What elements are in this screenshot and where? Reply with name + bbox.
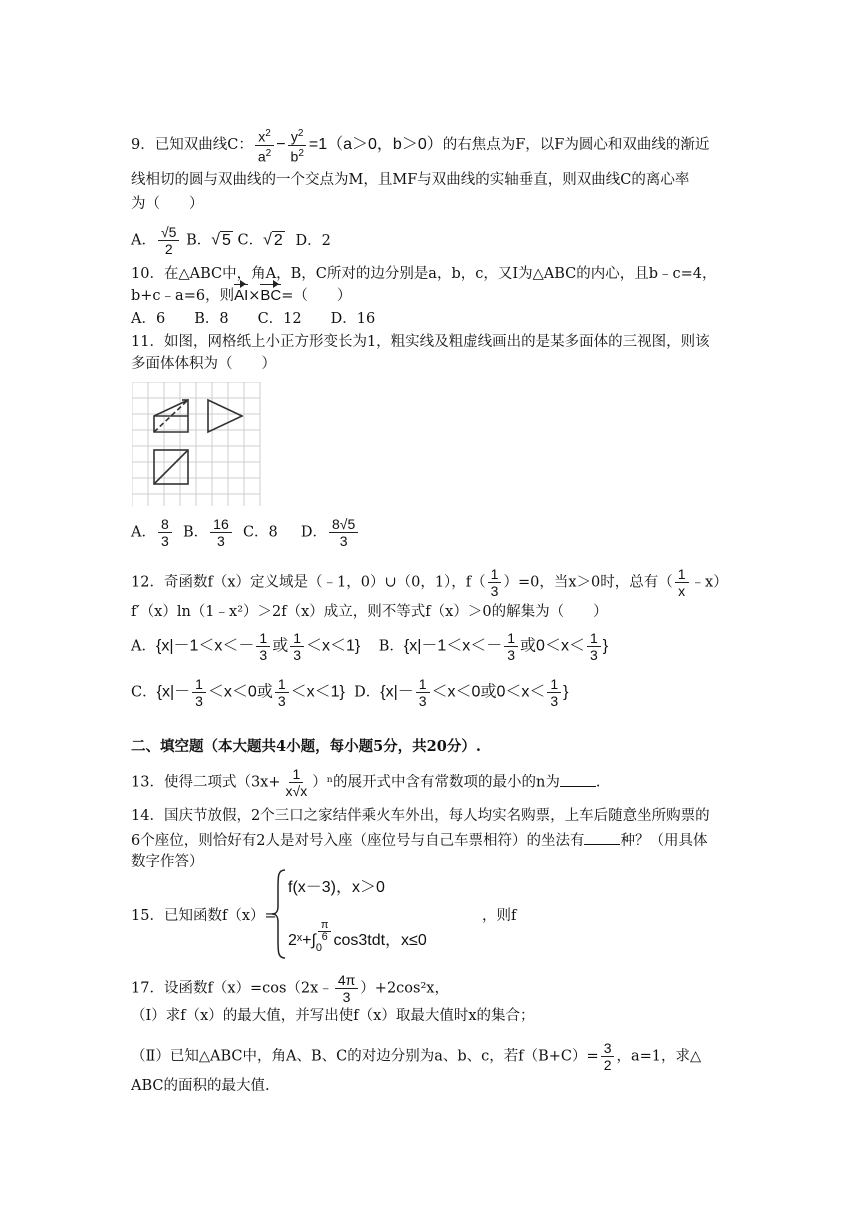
q9-b: b — [290, 148, 299, 165]
q10-times: × — [248, 288, 261, 304]
q15-suffix: ，则f — [482, 908, 517, 924]
q11-opt-b-frac: $\frac{16}{3}$ — [210, 516, 232, 549]
q17-suffix: ）+2cos²x， — [360, 980, 449, 997]
q12-options-ab: A．{x|－1＜x＜－ $\frac{1}{3}$ 或 $\frac{1}{3}$ ＜x＜1} B．{x|－1＜x＜－ $\frac{1}{3}$ 或0＜x＜ $\frac{1}{3}$ } — [131, 630, 609, 663]
q9-opt-c-val: √ 2 — [263, 231, 283, 249]
q10-vector-bc: BC — [260, 287, 282, 304]
q17-part2-line2: ABC的面积的最大值. — [131, 1078, 270, 1094]
q9-condition: =1（a＞0，b＞0） — [308, 136, 443, 154]
q12-suffix: ﹣x） — [690, 574, 728, 591]
q9-minus: − — [276, 136, 286, 154]
q15-prefix: 15．已知函数f（x）= — [131, 908, 277, 924]
q9-suffix: 的右焦点为F，以F为圆心和双曲线的渐近 — [442, 137, 710, 154]
q9-opt-b: B． — [186, 232, 212, 249]
q9-frac-y: $\frac{y^2}{b^2}$ — [288, 126, 307, 164]
q9-y: y — [290, 128, 298, 145]
q14-prefix: 6个座位，则恰好有2人是对号入座（座位号与自己车票相符）的坐法有 — [131, 833, 585, 849]
q11-opt-d-frac: $\frac{8√5}{3}$ — [329, 516, 358, 549]
q11-opt-a-frac: $\frac{8}{3}$ — [158, 516, 172, 549]
q17-part2-frac: $\frac{3}{2}$ — [601, 1040, 615, 1073]
q14-suffix: 种？（用具体 — [620, 833, 708, 849]
q9-opt-b-val: √ 5 — [211, 231, 231, 249]
q9-line2: 线相切的圆与双曲线的一个交点为M，且MF与双曲线的实轴垂直，则双曲线C的离心率 — [131, 172, 690, 188]
q17-part2-prefix: （Ⅱ）已知△ABC中，角A、B、C的对边分别为a、b、c，若f（B+C）= — [131, 1048, 599, 1065]
q13-answer-blank[interactable] — [560, 772, 596, 787]
q17-part2-suffix: ，a=1，求△ — [616, 1048, 702, 1065]
q14-answer-blank[interactable] — [584, 830, 620, 845]
q17-frac: $\frac{4\pi}{3}$ — [335, 972, 358, 1005]
q11-opt-d: D． — [300, 524, 327, 541]
q10-line1: 10．在△ABC中，角A，B，C所对的边分别是a，b，c，又I为△ABC的内心，且b﹣c=4， — [131, 266, 717, 282]
q9-line1 — [131, 126, 709, 164]
q15-case1: f(x－3)，x＞0 — [288, 879, 385, 896]
q13-suffix: ）ⁿ的展开式中含有常数项的最小的n为 — [312, 774, 560, 791]
q13-prefix: 13．使得二项式（3x+ — [131, 774, 281, 791]
q12-options-cd: C．{x|－ $\frac{1}{3}$ ＜x＜0或 $\frac{1}{3}$ ＜x＜1} D．{x|－ $\frac{1}{3}$ ＜x＜0或0＜x＜ $\frac{1}{3}$ } — [131, 676, 569, 709]
q10-suffix: =（ ） — [281, 288, 352, 304]
q9-prefix: 9．已知双曲线C： — [131, 137, 253, 154]
q11-line1: 11．如图，网格纸上小正方形变长为1，粗实线及粗虚线画出的是某多面体的三视图，则该 — [131, 334, 710, 350]
q9-opt-a: A． — [131, 232, 156, 249]
q11-options — [131, 516, 360, 549]
q10-prefix: b+c﹣a=6，则 — [131, 288, 235, 304]
q17-part1: （Ⅰ）求f（x）的最大值，并写出使f（x）取最大值时x的集合； — [131, 1008, 535, 1024]
q17-line1 — [131, 972, 449, 1005]
q14-line3: 数字作答） — [131, 854, 204, 870]
q13-line — [131, 766, 600, 799]
q15-case2: 2ˣ+∫ $\frac{\pi}{6}$ 0 cos3tdt，x≤0 — [288, 919, 427, 954]
q13-end: . — [595, 774, 601, 791]
q9-line3: 为（ ） — [131, 196, 204, 212]
q9-a: a — [257, 148, 266, 165]
q11-line2: 多面体体积为（ ） — [131, 356, 276, 372]
q10-options: A．6 B．8 C．12 D．16 — [131, 311, 376, 327]
q9-options — [131, 224, 331, 257]
section-heading: 二、填空题（本大题共4小题，每小题5分，共20分）. — [131, 738, 481, 755]
piecewise-brace — [270, 868, 288, 960]
q9-opt-c: C． — [237, 232, 264, 249]
q9-frac-x: $\frac{x^2}{a^2}$ — [255, 126, 274, 164]
q11-opt-a: A． — [131, 524, 156, 541]
q11-opt-b: B． — [183, 524, 209, 541]
three-view-figure — [132, 382, 262, 506]
q12-line2: f′（x）ln（1﹣x²）＞2f（x）成立，则不等式f（x）＞0的解集为（ ） — [131, 604, 608, 620]
q9-opt-d: D．2 — [295, 232, 331, 249]
q12-opt-d: D． — [354, 684, 381, 701]
q12-opt-c: C． — [131, 684, 157, 701]
q17-part2 — [131, 1040, 701, 1073]
q10-vector-ai: AI — [234, 287, 249, 304]
q14-line2 — [131, 830, 707, 851]
q12-frac-g: $\frac{1}{x}$ — [675, 566, 689, 599]
q12-frac-f: $\frac{1}{3}$ — [488, 566, 502, 599]
q14-line1: 14．国庆节放假，2个三口之家结伴乘火车外出，每人均实名购票，上车后随意坐所购票的 — [131, 808, 710, 824]
q9-opt-a-frac: $\frac{√5}{2}$ — [158, 224, 179, 257]
q9-x: x — [258, 128, 266, 145]
q12-opt-a: A． — [131, 638, 156, 655]
q12-opt-b: B． — [378, 638, 404, 655]
q12-line1 — [131, 566, 728, 599]
q12-mid: ）=0，当x＞0时，总有（ — [503, 574, 673, 591]
q10-line2 — [131, 286, 351, 306]
q13-frac: $\frac{1}{x√x}$ — [285, 766, 308, 799]
q17-prefix: 17．设函数f（x）=cos（2x﹣ — [131, 980, 333, 997]
q11-opt-c: C．8 — [242, 524, 278, 541]
q12-prefix: 12．奇函数f（x）定义域是（﹣1，0）∪（0，1），f（ — [131, 574, 486, 591]
